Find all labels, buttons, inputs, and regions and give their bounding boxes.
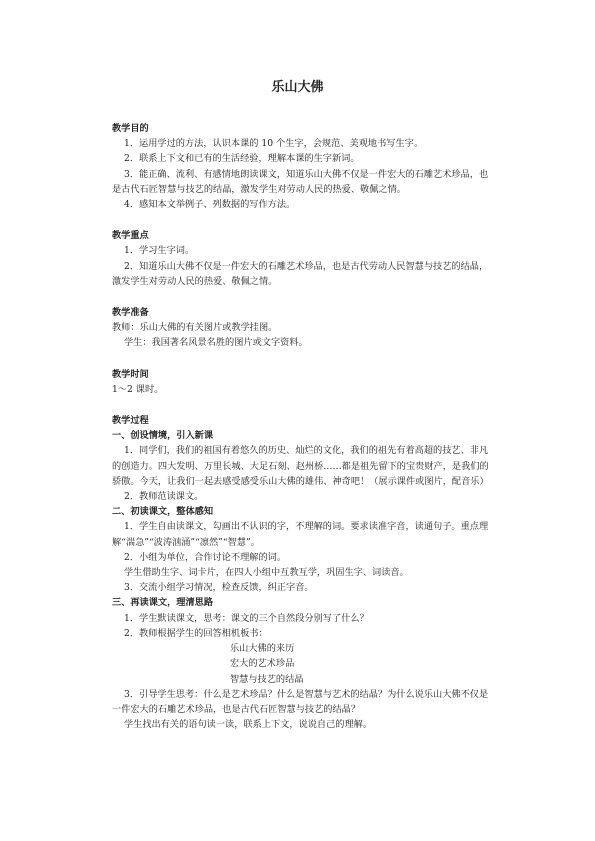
board-line-1: 乐山大佛的来历	[230, 643, 295, 655]
section-heading-goals: 教学目的	[112, 123, 149, 134]
process-part1-heading: 一、创设情境，引入新课	[112, 430, 214, 442]
part2-item-2: 2．小组为单位，合作讨论不理解的词。	[124, 551, 287, 563]
process-part3-heading: 三、再读课文，理清思路	[112, 597, 214, 609]
part3-item-2: 2．教师根据学生的回答相机板书：	[124, 627, 268, 639]
board-line-2: 宏大的艺术珍品	[230, 658, 295, 670]
prep-item-student: 学生：我国著名风景名胜的图片或文字资料。	[124, 337, 308, 349]
board-line-3: 智慧与技艺的结晶	[230, 673, 304, 685]
part1-item-1: 1．同学们，我们的祖国有着悠久的历史、灿烂的文化，我们的祖先有着高超的技艺、非凡的创造力。四大发明、万里长城、大足石刻、赵州桥……都是祖先留下的宝贵财产，是我们的骄傲。今天，让我们一起去感受感受乐山大佛的雄伟、神奇吧！（展示课件或图片，配音乐）	[112, 445, 489, 487]
goal-item-3: 3．能正确、流利、有感情地朗读课文，知道乐山大佛不仅是一件宏大的石雕艺术珍品，也是古代石匠智慧与技艺的结晶，激发学生对劳动人民的热爱、敬佩之情。	[112, 168, 489, 195]
section-heading-key-points: 教学重点	[112, 230, 149, 242]
goal-item-4: 4．感知本文举例子、列数据的写作方法。	[124, 199, 296, 211]
goal-item-1: 1．运用学过的方法，认识本课的 10 个生字，会规范、美观地书写生字。	[124, 138, 424, 150]
page-title: 乐山大佛	[271, 80, 324, 95]
section-heading-prep: 教学准备	[112, 307, 149, 319]
process-part2-heading: 二、初读课文，整体感知	[112, 506, 214, 518]
part3-item-1: 1．学生默读课文，思考：课文的三个自然段分别写了什么？	[124, 612, 369, 624]
key-point-item-2: 2．知道乐山大佛不仅是一件宏大的石雕艺术珍品，也是古代劳动人民智慧与技艺的结晶，激发学生对劳动人民的热爱、敬佩之情。	[112, 260, 489, 287]
part1-item-2: 2．教师范读课文。	[124, 491, 204, 503]
section-heading-time: 教学时间	[112, 368, 149, 380]
part2-item-1: 1．学生自由读课文，勾画出不认识的字，不理解的词。要求读准字音，读通句子。重点理解“湍急”“波涛汹涌”“凛然”“智慧”。	[112, 521, 489, 548]
part2-item-3: 学生借助生字、词卡片，在四人小组中互教互学，巩固生字、词读音。	[124, 567, 409, 579]
prep-item-teacher: 教师：乐山大佛的有关图片或教学挂图。	[112, 322, 278, 334]
time-text: 1～2 课时。	[112, 383, 164, 395]
document-body	[112, 121, 492, 732]
section-heading-process: 教学过程	[112, 415, 149, 427]
part2-item-4: 3．交流小组学习情况，检查反馈，纠正字音。	[124, 582, 314, 594]
part3-item-4: 学生找出有关的语句读一读，联系上下文，说说自己的理解。	[124, 719, 373, 731]
part3-item-3: 3．引导学生思考：什么是艺术珍品？什么是智慧与艺术的结晶？为什么说乐山大佛不仅是一件宏大的石雕艺术珍品，也是古代石匠智慧与技艺的结晶？	[112, 688, 489, 715]
goal-item-2: 2．联系上下文和已有的生活经验，理解本课的生字新词。	[124, 153, 360, 165]
key-point-item-1: 1．学习生字词。	[124, 245, 195, 257]
